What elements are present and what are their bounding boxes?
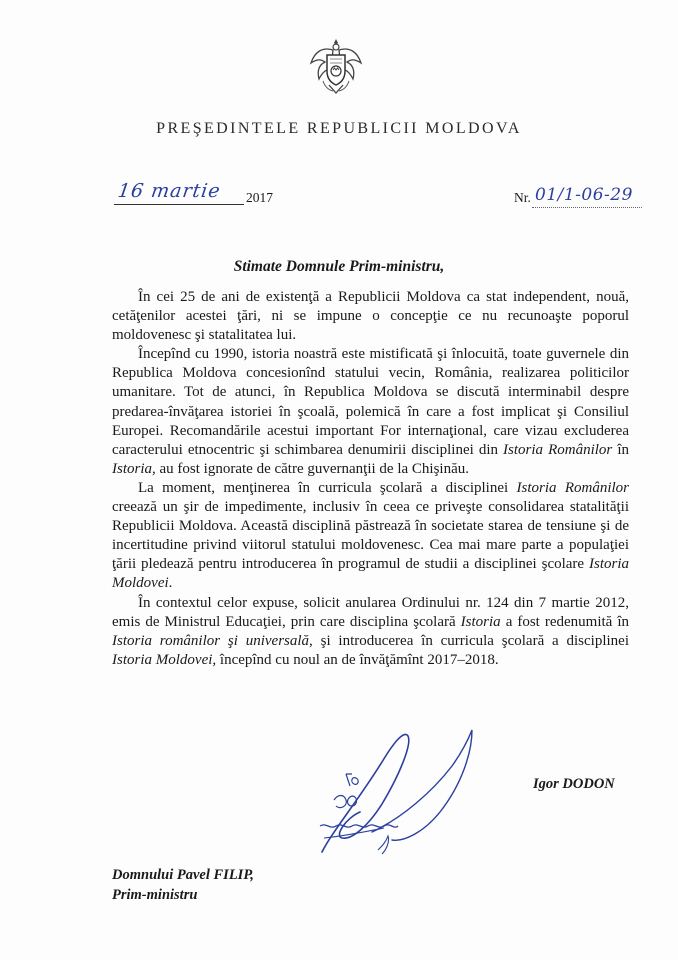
addressee-name: Domnului Pavel FILIP, — [112, 867, 254, 883]
issuer-title: PREŞEDINTELE REPUBLICII MOLDOVA — [156, 120, 522, 137]
addressee-block — [112, 865, 254, 905]
letter-paragraph — [112, 288, 629, 345]
signer-name: Igor DODON — [533, 776, 615, 792]
text-run: La moment, menţinerea în curricula şcolară a disciplinei — [138, 479, 517, 496]
date-year: 2017 — [246, 190, 273, 205]
text-run: creează un şir de impedimente, inclusiv în ceea ce priveşte consolidarea statalităţii Republicii Moldova. Această disciplină păstrează în societate starea de tensiune şi de incertitudine privind viitorul statului moldovenesc. Cea mai mare parte a populaţiei ţării pledează pentru introducerea în programul de studii a disciplinei şcolare — [112, 499, 629, 573]
letter-body — [112, 288, 629, 670]
moldova-coat-of-arms-icon — [309, 35, 363, 97]
italic-text-run: Istoria Românilor — [516, 479, 629, 496]
text-run: În contextul celor expuse, solicit anularea Ordinului nr. 124 din 7 martie 2012, emis de Ministrul Educaţiei, prin care disciplina şcolară — [112, 594, 629, 630]
handwritten-signature — [312, 722, 482, 872]
italic-text-run: Istoria — [460, 613, 501, 630]
handwritten-reference-number: 01/1-06-29 — [535, 185, 633, 205]
reference-number-label: Nr. — [514, 190, 531, 205]
addressee-title: Prim-ministru — [112, 887, 198, 903]
text-run: a fost redenumită în — [500, 613, 629, 630]
letter-paragraph — [112, 594, 629, 670]
italic-text-run: Istoria Moldovei — [112, 556, 629, 592]
italic-text-run: Istoria — [112, 460, 153, 477]
salutation: Stimate Domnule Prim-ministru, — [233, 258, 445, 275]
italic-text-run: Istoria Românilor — [503, 441, 613, 458]
italic-text-run: Istoria românilor şi universală — [112, 632, 310, 649]
text-run: În cei 25 de ani de existenţă a Republicii Moldova ca stat independent, nouă, cetăţenilor acestei ţări, ni se impune o concepţie ce nu recunoaşte poporul moldovenesc şi statalitatea lui. — [112, 289, 629, 344]
text-run: Începînd cu 1990, istoria noastră este mistificată şi înlocuită, toate guvernele din Republica Moldova concesionînd statului vecin, România, realizarea politicilor umanitare. Tot de atunci, în Republica Moldova se discută interminabil despre predarea-învăţarea istoriei în şcoală, polemică în care a fost implicat şi Consiliul Europei. Recomandările acestui important For internaţional, care vizau excluderea caracterului etnocentric şi schimbarea denumirii disciplinei din — [112, 346, 629, 458]
letter-paragraph — [112, 345, 629, 479]
reference-number-underline — [532, 207, 642, 208]
text-run: . — [168, 575, 173, 592]
italic-text-run: Istoria Moldovei, — [112, 651, 217, 668]
handwritten-date: 16 martie — [116, 180, 223, 202]
text-run: în — [612, 441, 629, 458]
text-run: , au fost ignorate de către guvernanţii de la Chişinău. — [152, 460, 469, 477]
text-run: , şi introducerea în curricula şcolară a disciplinei — [309, 632, 629, 649]
letter-paragraph — [112, 479, 629, 594]
text-run: începînd cu noul an de învăţămînt 2017–2018. — [216, 651, 499, 668]
